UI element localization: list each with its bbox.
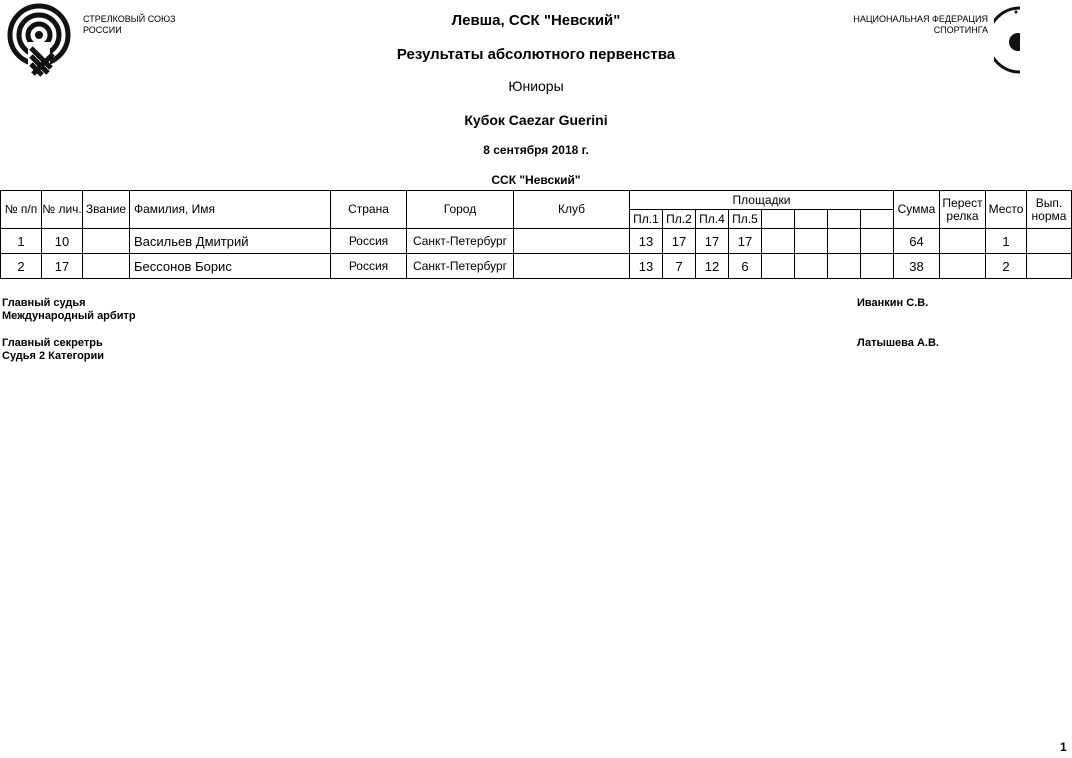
cell-area	[861, 229, 894, 254]
col-rank: Звание	[83, 191, 130, 229]
col-area-3: Пл.4	[696, 210, 729, 229]
cell-pp: 1	[1, 229, 42, 254]
cell-area: 17	[663, 229, 696, 254]
event-date: 8 сентября 2018 г.	[483, 143, 589, 157]
header-row-top	[1, 191, 1072, 210]
cell-area	[762, 229, 795, 254]
page-subtitle: Результаты абсолютного первенства	[396, 46, 676, 63]
org-right-line1: НАЦИОНАЛЬНАЯ ФЕДЕРАЦИЯ	[853, 14, 988, 24]
cell-pp: 2	[1, 254, 42, 279]
cell-area	[795, 254, 828, 279]
secretary-rank: Судья 2 Категории	[2, 350, 105, 362]
cell-name: Васильев Дмитрий	[130, 229, 331, 254]
venue-name: ССК "Невский"	[491, 173, 581, 187]
col-club: Клуб	[514, 191, 630, 229]
col-name: Фамилия, Имя	[130, 191, 331, 229]
cell-country: Россия	[331, 254, 407, 279]
chief-judge-rank: Международный арбитр	[2, 310, 136, 322]
cell-area: 13	[630, 254, 663, 279]
cell-shootoff	[940, 254, 986, 279]
col-area-5	[762, 210, 795, 229]
col-norm: Вып. норма	[1027, 191, 1072, 229]
table-row	[1, 254, 1072, 279]
cell-club	[514, 229, 630, 254]
cell-city: Санкт-Петербург	[407, 229, 514, 254]
col-area-7	[828, 210, 861, 229]
cell-place: 1	[986, 229, 1027, 254]
cell-country: Россия	[331, 229, 407, 254]
col-place: Место	[986, 191, 1027, 229]
cell-area: 17	[729, 229, 762, 254]
cell-lich: 17	[42, 254, 83, 279]
cell-area	[762, 254, 795, 279]
secretary-name: Латышева А.В.	[857, 337, 939, 349]
col-area-6	[795, 210, 828, 229]
cell-norm	[1027, 254, 1072, 279]
table-row	[1, 229, 1072, 254]
chief-judge-name: Иванкин С.В.	[857, 297, 929, 309]
cell-name: Бессонов Борис	[130, 254, 331, 279]
cell-place: 2	[986, 254, 1027, 279]
cell-area: 13	[630, 229, 663, 254]
col-shootoff: Перестрелка	[940, 191, 986, 229]
col-area-2: Пл.2	[663, 210, 696, 229]
page-title: Левша, ССК "Невский"	[451, 12, 621, 29]
cell-lich: 10	[42, 229, 83, 254]
col-country: Страна	[331, 191, 407, 229]
org-left-line1: СТРЕЛКОВЫЙ СОЮЗ	[83, 14, 176, 24]
col-areas-group: Площадки	[630, 191, 894, 210]
col-num-pp: № п/п	[1, 191, 42, 229]
age-category: Юниоры	[508, 78, 564, 94]
cell-sum: 38	[894, 254, 940, 279]
cell-area	[828, 229, 861, 254]
cell-rank	[83, 254, 130, 279]
chief-judge-title: Главный судья	[2, 297, 86, 309]
col-area-1: Пл.1	[630, 210, 663, 229]
cup-name: Кубок Caezar Guerini	[464, 112, 608, 128]
col-city: Город	[407, 191, 514, 229]
cell-city: Санкт-Петербург	[407, 254, 514, 279]
cell-norm	[1027, 229, 1072, 254]
chief-judge-block	[2, 297, 136, 323]
col-num-lich: № лич.	[42, 191, 83, 229]
col-area-8	[861, 210, 894, 229]
col-sum: Сумма	[894, 191, 940, 229]
cell-rank	[83, 229, 130, 254]
col-area-4: Пл.5	[729, 210, 762, 229]
cell-area: 17	[696, 229, 729, 254]
cell-club	[514, 254, 630, 279]
org-left-line2: РОССИИ	[83, 25, 122, 35]
secretary-title: Главный секретрь	[2, 337, 103, 349]
cell-area	[828, 254, 861, 279]
results-table	[0, 190, 1072, 279]
org-right-line2: СПОРТИНГА	[933, 25, 988, 35]
cell-sum: 64	[894, 229, 940, 254]
cell-area	[795, 229, 828, 254]
cell-area: 12	[696, 254, 729, 279]
cell-shootoff	[940, 229, 986, 254]
page-number: 1	[1060, 740, 1067, 754]
cell-area: 7	[663, 254, 696, 279]
secretary-block	[2, 337, 104, 363]
cell-area: 6	[729, 254, 762, 279]
cell-area	[861, 254, 894, 279]
